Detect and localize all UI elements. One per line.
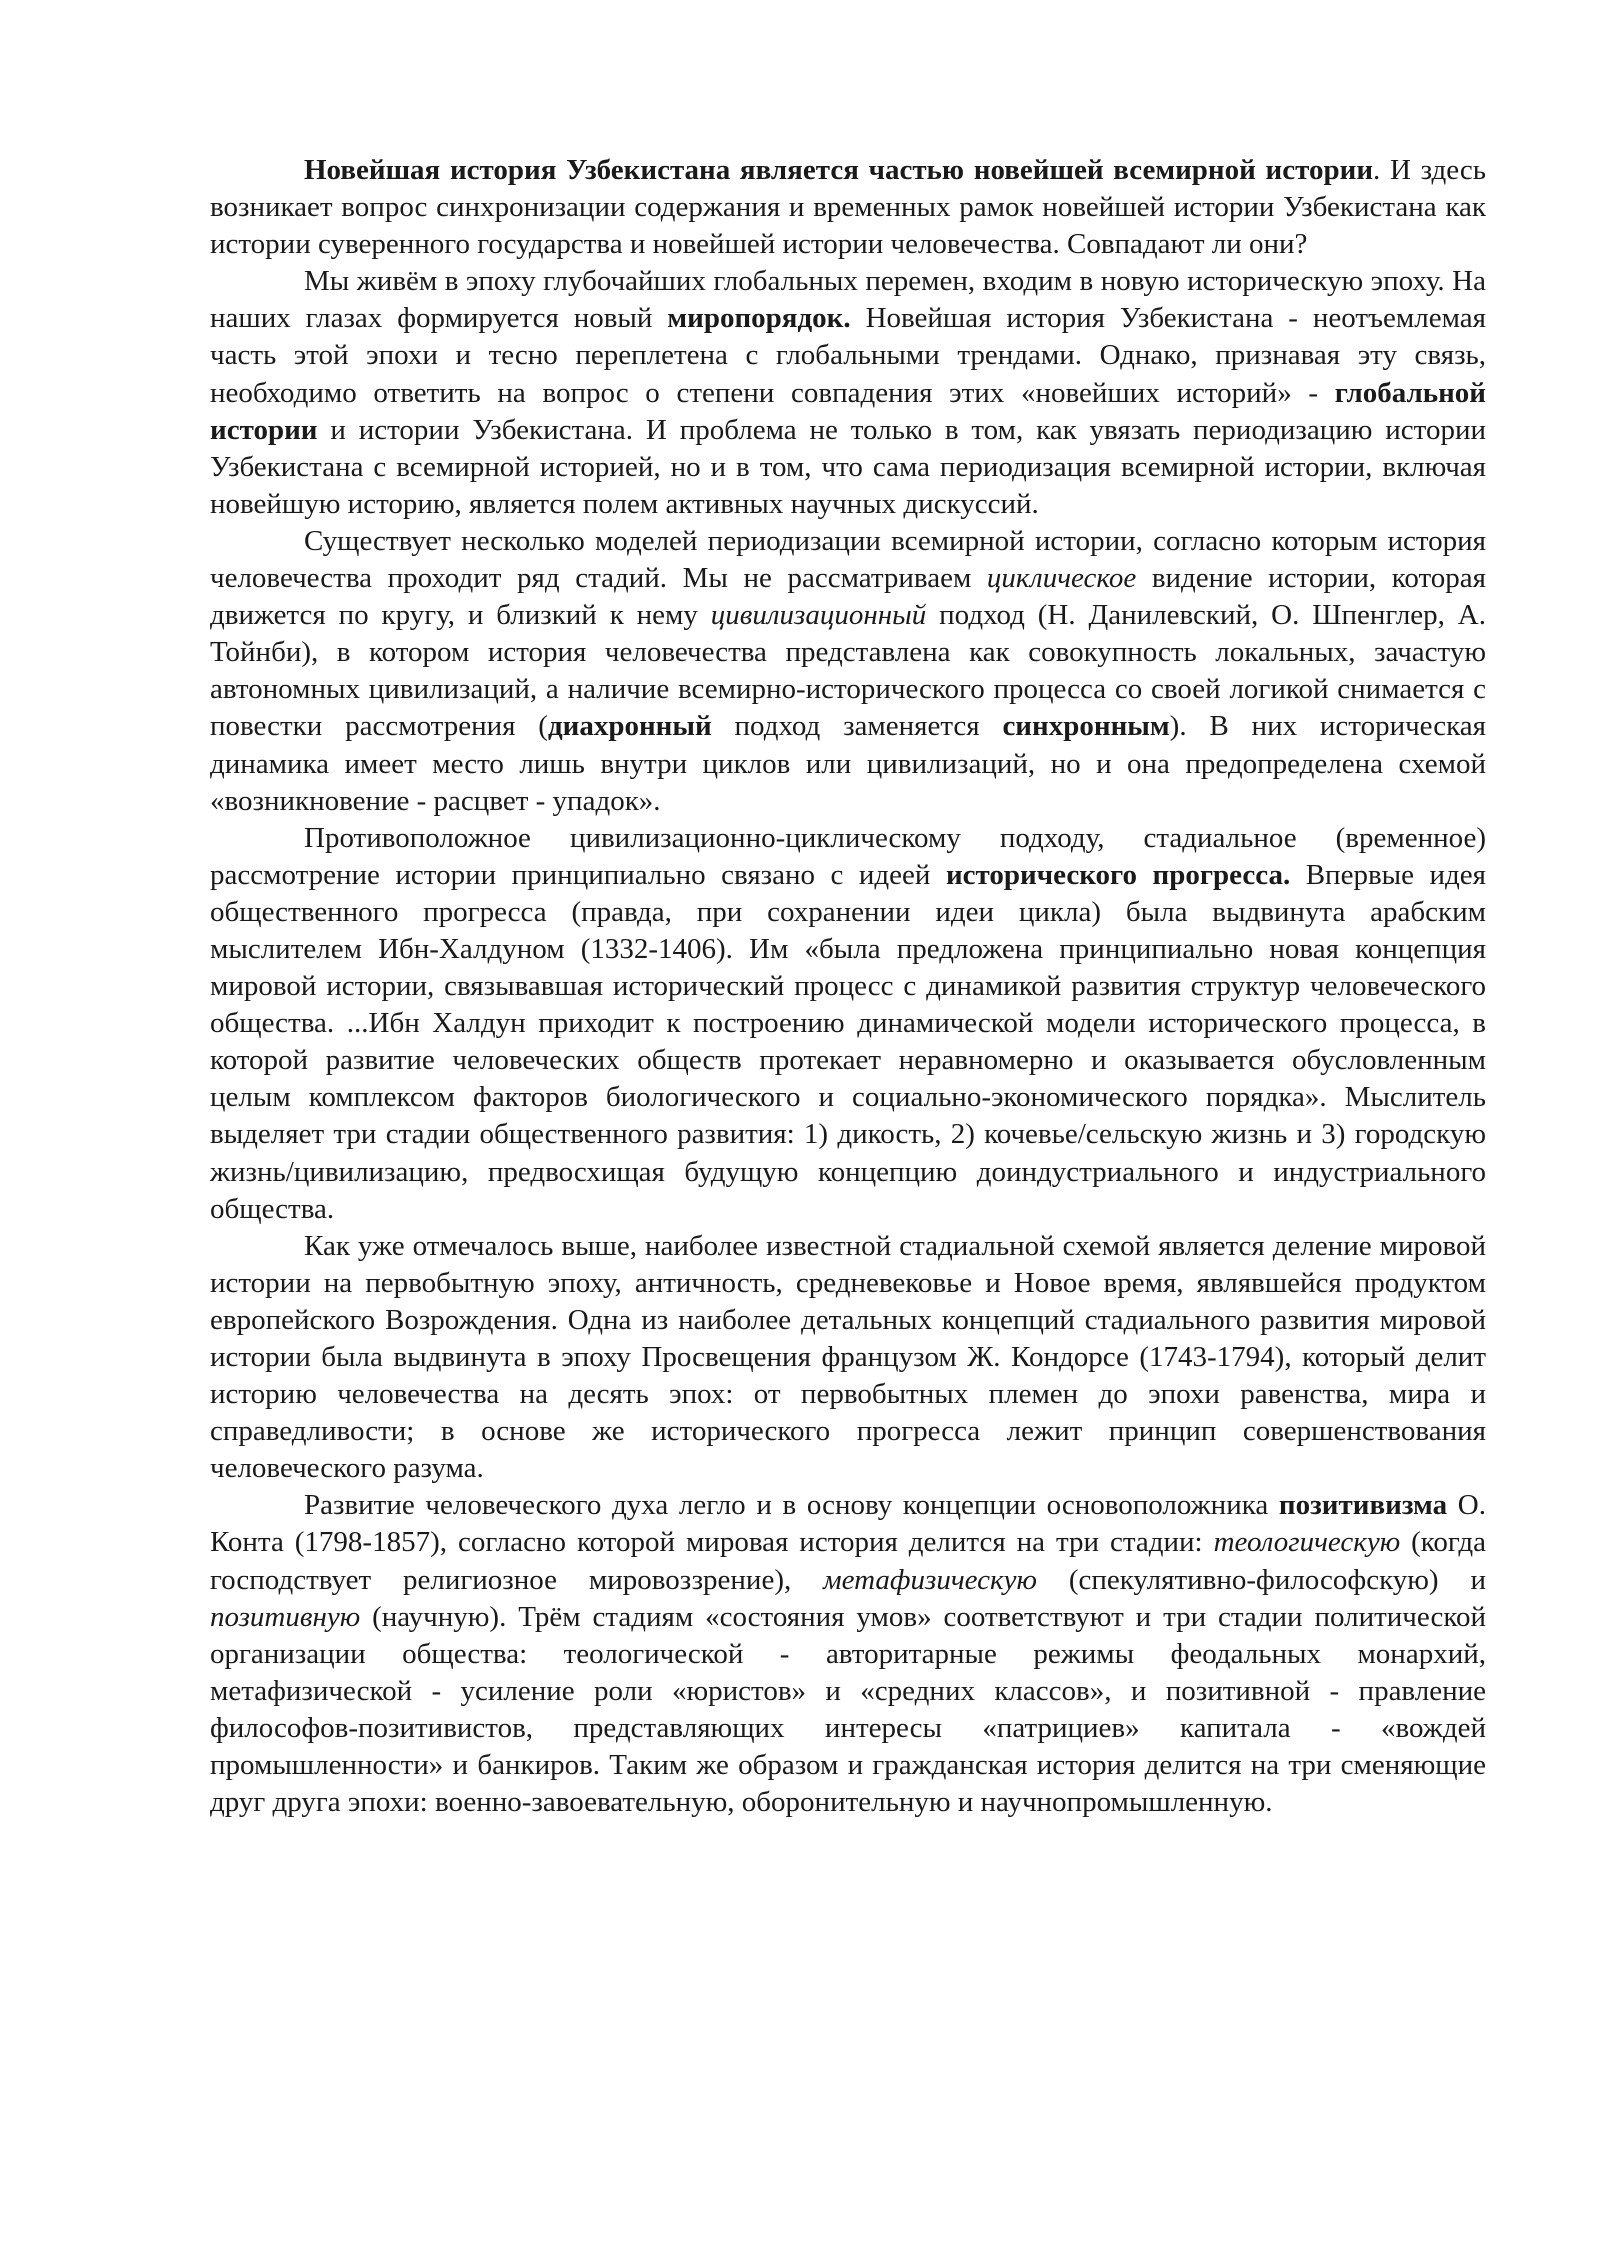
paragraph-1 — [210, 152, 1486, 263]
paragraph-3-text: видение истории, которая движется по кругу, и близкий к нему — [210, 562, 1486, 632]
paragraph-2-text: Мы живём в эпоху глубочайших глобальных перемен, входим в новую историческую эпоху. На наших глазах формируется новый — [210, 265, 1486, 335]
paragraph-2 — [210, 263, 1486, 523]
paragraph-6-text: Развитие человеческого духа легло и в основу концепции основоположника — [304, 1489, 1279, 1522]
document-page — [210, 152, 1486, 1821]
paragraph-3-text: ). В них историческая динамика имеет место лишь внутри циклов или цивилизаций, но и она предопределена схемой «возникновение - расцвет - упадок». — [210, 710, 1487, 817]
paragraph-6 — [210, 1487, 1486, 1821]
paragraph-6-text: (спекулятивно-философскую) и — [1036, 1563, 1486, 1596]
term-positivism: позитивизма — [1278, 1489, 1448, 1522]
paragraph-3 — [210, 523, 1486, 820]
paragraph-2-text: и истории Узбекистана. И проблема не только в том, как увязать периодизацию истории Узбекистана с всемирной историей, но и в том, что сама периодизация всемирной истории, включая новейшую историю, является полем активных научных дискуссий. — [210, 413, 1486, 520]
paragraph-5 — [210, 1228, 1486, 1488]
paragraph-3-text: Существует несколько моделей периодизации всемирной истории, согласно которым история человечества проходит ряд стадий. Мы не рассматриваем — [210, 524, 1486, 595]
paragraph-1-lead-bold: Новейшая история Узбекистана является частью новейшей всемирной истории — [304, 154, 1374, 186]
paragraph-4 — [210, 820, 1486, 1228]
term-world-order: миропорядок. — [667, 302, 851, 335]
term-historical-progress: исторического прогресса. — [945, 858, 1291, 891]
paragraph-1-text: . И здесь возникает вопрос синхронизации содержания и временных рамок новейшей истории Узбекистана как истории суверенного государства и новейшей истории человечества. Совпадают ли они? — [210, 154, 1486, 261]
term-cyclical: циклическое — [986, 562, 1137, 595]
paragraph-4-text: Противоположное цивилизационно-циклическому подходу, стадиальное (временное) рассмотрение истории принципиально связано с идеей — [210, 821, 1486, 891]
paragraph-3-text: подход (Н. Данилевский, О. Шпенглер, А. Тойнби), в котором история человечества представлена как совокупность локальных, зачастую автономных цивилизаций, а наличие всемирно-исторического процесса со своей логикой снимается с повестки рассмотрения ( — [210, 599, 1486, 743]
paragraph-3-text: подход заменяется — [711, 710, 1003, 743]
term-theological: теологическую — [1213, 1526, 1401, 1559]
paragraph-6-text: (научную). Трём стадиям «состояния умов» соответствуют и три стадии политической организации общества: теологической - авторитарные режимы феодальных монархий, метафизической - усиление роли «юристов» и «средних классов», и позитивной - правление философов-позитивистов, представляющих интересы «патрициев» капитала - «вождей промышленности» и банкиров. Таким же образом и гражданская история делится на три сменяющие друг друга эпохи: военно-завоевательную, оборонительную и научнопромышленную. — [210, 1600, 1486, 1819]
term-civilizational: цивилизационный — [710, 599, 927, 632]
paragraph-4-text: Впервые идея общественного прогресса (правда, при сохранении идеи цикла) была выдвинута арабским мыслителем Ибн-Халдуном (1332-1406). Им «была предложена принципиально новая концепция мировой истории, связывавшая исторический процесс с динамикой развития структур человеческого общества. ...Ибн Халдун приходит к построению динамической модели исторического процесса, в которой развитие человеческих обществ протекает неравномерно и оказывается обусловленным целым комплексом факторов биологического и социально-экономического порядка». Мыслитель выделяет три стадии общественного развития: 1) дикость, 2) кочевье/сельскую жизнь и 3) городскую жизнь/цивилизацию, предвосхищая будущую концепцию доиндустриального и индустриального общества. — [210, 858, 1486, 1225]
paragraph-6-text: (когда господствует религиозное мировоззрение), — [210, 1526, 1486, 1596]
term-synchronic: синхронным — [1002, 710, 1170, 743]
paragraph-2-text: Новейшая история Узбекистана - неотъемлемая часть этой эпохи и тесно переплетена с глобальными трендами. Однако, признавая эту связь, необходимо ответить на вопрос о степени совпадения этих «новейших историй» - — [210, 302, 1486, 409]
paragraph-6-text: О. Конта (1798-1857), согласно которой мировая история делится на три стадии: — [210, 1489, 1486, 1559]
term-positive: позитивную — [210, 1600, 361, 1633]
term-global-history: глобальной истории — [210, 376, 1486, 446]
term-diachronic: диахронный — [547, 710, 712, 743]
paragraph-5-text: Как уже отмечалось выше, наиболее известной стадиальной схемой является деление мировой истории на первобытную эпоху, античность, средневековье и Новое время, являвшейся продуктом европейского Возрождения. Одна из наиболее детальных концепций стадиального развития мировой истории была выдвинута в эпоху Просвещения французом Ж. Кондорсе (1743-1794), который делит историю человечества на десять эпох: от первобытных племен до эпохи равенства, мира и справедливости; в основе же исторического прогресса лежит принцип совершенствования человеческого разума. — [210, 1229, 1486, 1485]
term-metaphysical: метафизическую — [823, 1563, 1037, 1596]
